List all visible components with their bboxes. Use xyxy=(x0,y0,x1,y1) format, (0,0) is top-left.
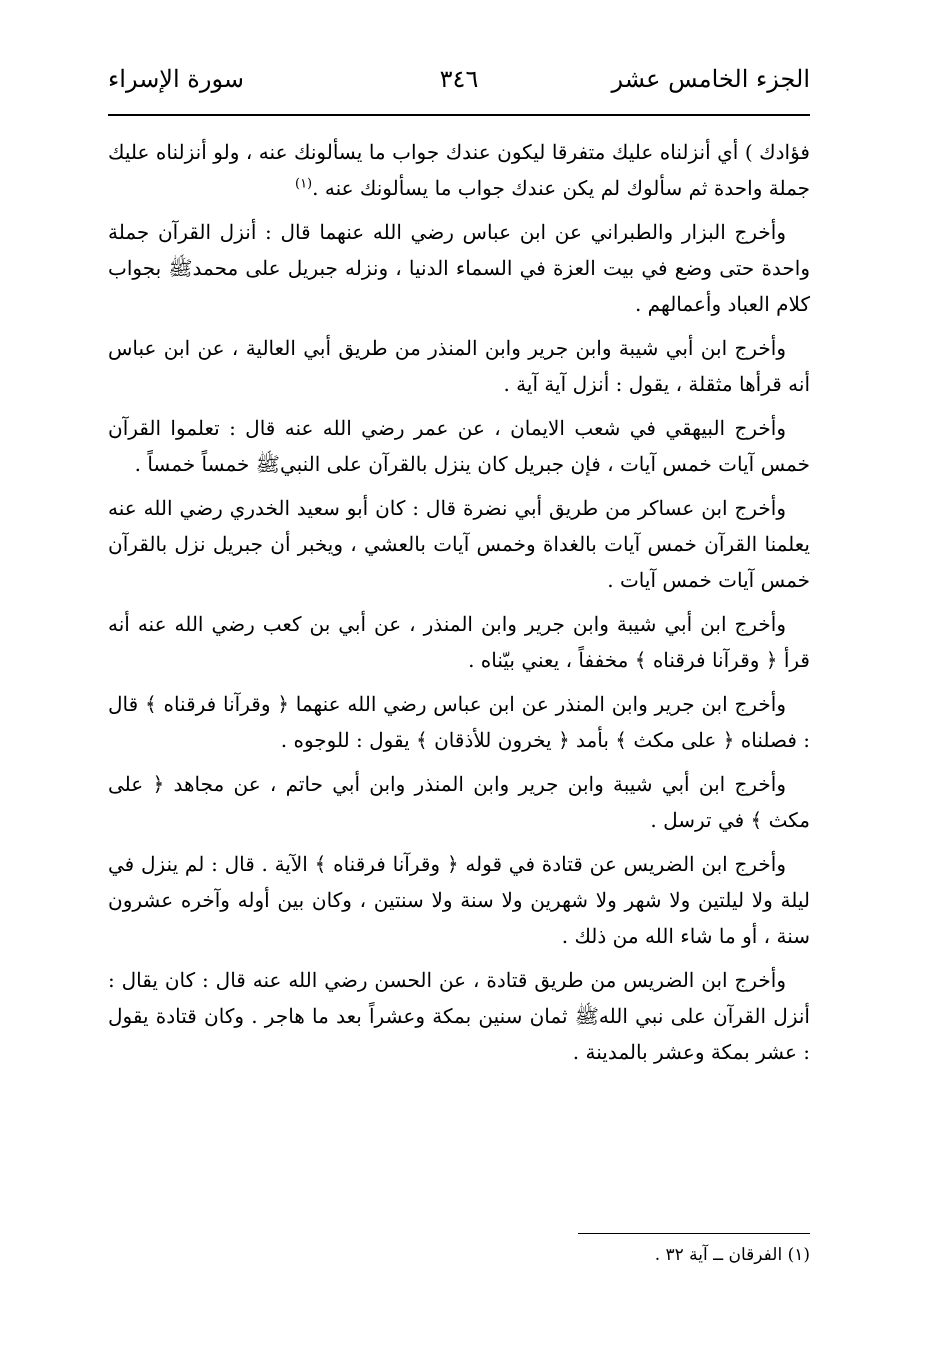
header-divider xyxy=(108,114,810,116)
paragraph-5: وأخرج ابن عساكر من طريق أبي نضرة قال : كان أبو سعيد الخدري رضي الله عنه يعلمنا القرآن خمس آيات بالغداة وخمس آيات بالعشي ، ويخبر أن جبريل نزل بالقرآن خمس آيات خمس آيات . xyxy=(108,496,810,592)
footnote: (١) الفرقان ــ آية ٣٢ . xyxy=(654,1245,810,1265)
paragraph-4: وأخرج البيهقي في شعب الايمان ، عن عمر رضي الله عنه قال : تعلموا القرآن خمس آيات خمس آيات ، فإن جبريل كان ينزل بالقرآن على النبيﷺ خمساً خمساً . xyxy=(108,416,810,476)
paragraph-1 xyxy=(108,134,810,206)
paragraph-1-text: فؤادك ) أي أنزلناه عليك متفرقا ليكون عندك جواب ما يسألونك عنه ، ولو أنزلناه عليك جملة واحدة ثم سألوك لم يكن عندك جواب ما يسألونك عنه . xyxy=(108,140,810,200)
paragraph-3: وأخرج ابن أبي شيبة وابن جرير وابن المنذر من طريق أبي العالية ، عن ابن عباس أنه قرأها مثقلة ، يقول : أنزل آية آية . xyxy=(108,336,810,396)
page-number: ٣٤٦ xyxy=(439,65,479,93)
paragraph-10: وأخرج ابن الضريس من طريق قتادة ، عن الحسن رضي الله عنه قال : كان يقال : أنزل القرآن على نبي اللهﷺ ثمان سنين بمكة وعشراً بعد ما هاجر . وكان قتادة يقول : عشر بمكة وعشر بالمدينة . xyxy=(108,968,810,1064)
paragraph-7: وأخرج ابن جرير وابن المنذر عن ابن عباس رضي الله عنهما ﴿ وقرآنا فرقناه ﴾ قال : فصلناه ﴿ على مكث ﴾ بأمد ﴿ يخرون للأذقان ﴾ يقول : للوجوه . xyxy=(108,692,810,752)
paragraph-8: وأخرج ابن أبي شيبة وابن جرير وابن المنذر وابن أبي حاتم ، عن مجاهد ﴿ على مكث ﴾ في ترسل . xyxy=(108,772,810,832)
body-text xyxy=(108,134,810,1078)
footnote-divider xyxy=(578,1233,810,1234)
header-surah-title: سورة الإسراء xyxy=(108,65,244,93)
page-header xyxy=(108,58,810,108)
footnote-marker: (١) xyxy=(294,176,313,192)
paragraph-9: وأخرج ابن الضريس عن قتادة في قوله ﴿ وقرآنا فرقناه ﴾ الآية . قال : لم ينزل في ليلة ولا ليلتين ولا شهر ولا شهرين ولا سنة ولا سنتين ، وكان بين أوله وآخره عشرون سنة ، أو ما شاء الله من ذلك . xyxy=(108,852,810,948)
paragraph-2: وأخرج البزار والطبراني عن ابن عباس رضي الله عنهما قال : أنزل القرآن جملة واحدة حتى وضع في بيت العزة في السماء الدنيا ، ونزله جبريل على محمدﷺ بجواب كلام العباد وأعمالهم . xyxy=(108,220,810,316)
paragraph-6: وأخرج ابن أبي شيبة وابن جرير وابن المنذر ، عن أبي بن كعب رضي الله عنه أنه قرأ ﴿ وقرآنا فرقناه ﴾ مخففاً ، يعني بيّناه . xyxy=(108,612,810,672)
header-part-title: الجزء الخامس عشر xyxy=(611,65,810,93)
